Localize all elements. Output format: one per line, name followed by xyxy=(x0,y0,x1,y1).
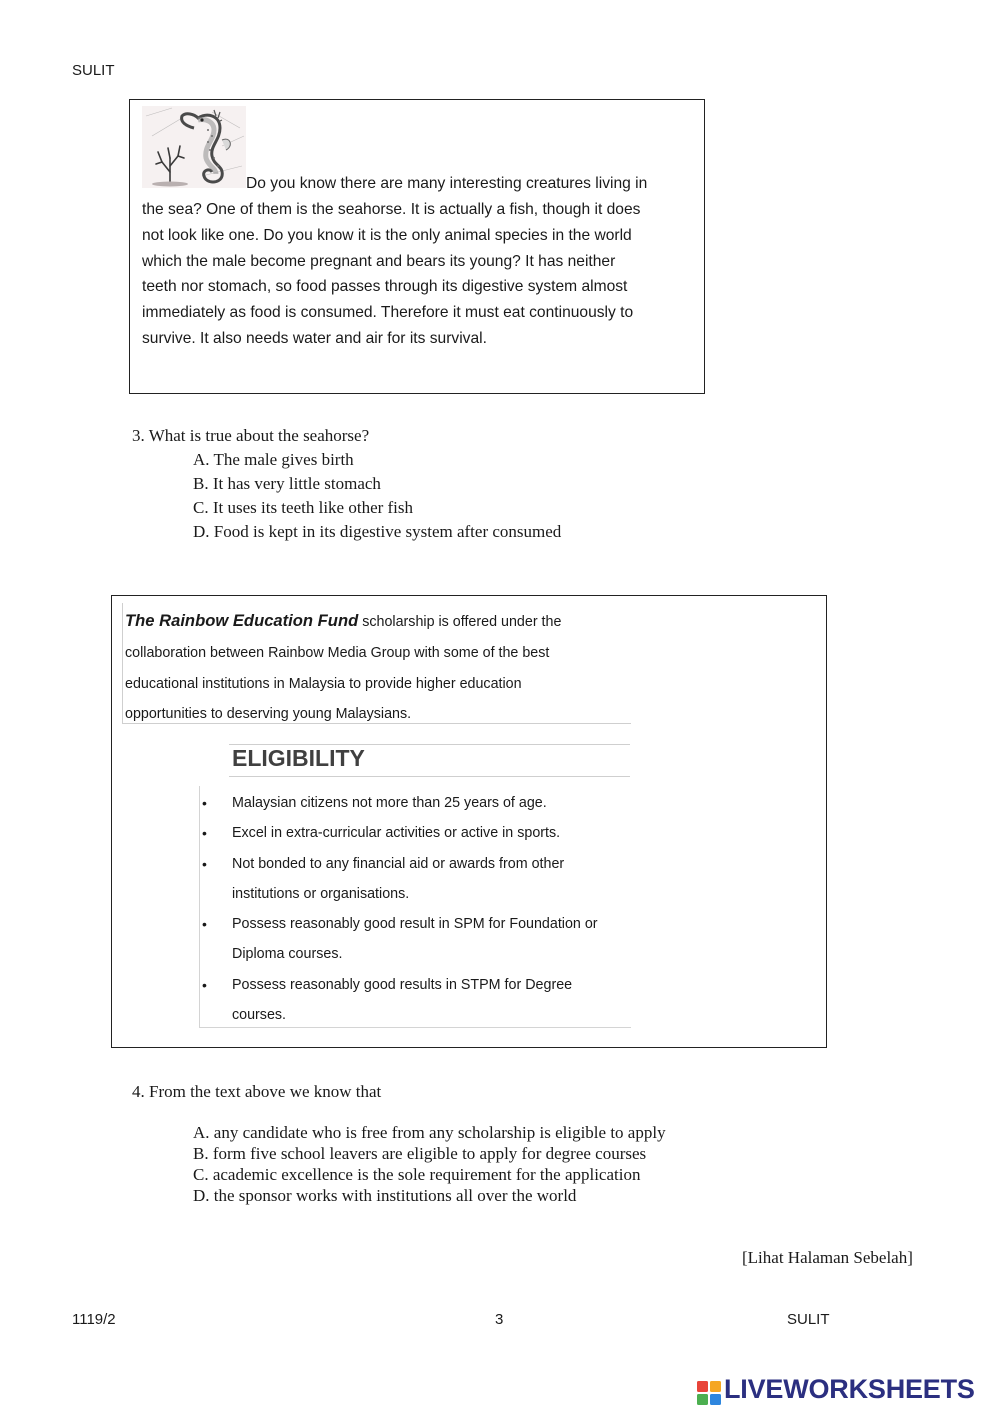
question-4-option-c[interactable]: C. academic excellence is the sole requirement for the application xyxy=(193,1165,641,1184)
question-4-option-b[interactable]: B. form five school leavers are eligible to apply for degree courses xyxy=(193,1144,647,1163)
criterion-4-cont: Diploma courses. xyxy=(232,946,343,962)
liveworksheets-brand[interactable]: LIVEWORKSHEETS xyxy=(724,1374,975,1404)
passage-line: the sea? One of them is the seahorse. It is actually a fish, though it does xyxy=(142,201,641,218)
liveworksheets-logo-icon xyxy=(697,1381,721,1405)
intro-line-rest: scholarship is offered under the xyxy=(358,614,562,630)
question-3-options xyxy=(193,448,561,544)
intro-line: collaboration between Rainbow Media Group with some of the best xyxy=(125,644,550,661)
bullet-icon: • xyxy=(202,795,207,811)
intro-line xyxy=(125,606,561,638)
fund-name: The Rainbow Education Fund xyxy=(125,611,359,630)
question-3-option-d[interactable]: D. Food is kept in its digestive system after consumed xyxy=(193,522,562,541)
bullet-icon: • xyxy=(202,856,207,872)
passage-text xyxy=(142,197,702,352)
passage-line: survive. It also needs water and air for its survival. xyxy=(142,329,487,347)
passage-line: immediately as food is consumed. Therefore it must eat continuously to xyxy=(142,304,634,322)
passage-line: which the male become pregnant and bears its young? It has neither xyxy=(142,252,616,270)
intro-line: educational institutions in Malaysia to provide higher education xyxy=(125,675,522,692)
criterion-3-cont: institutions or organisations. xyxy=(232,886,410,902)
question-3-option-b[interactable]: B. It has very little stomach xyxy=(193,474,381,493)
bullet-icon: • xyxy=(202,916,207,932)
scholarship-intro xyxy=(125,606,561,730)
passage-line: not look like one. Do you know it is the only animal species in the world xyxy=(142,226,632,244)
eligibility-heading: ELIGIBILITY xyxy=(232,745,365,771)
criterion-3: Not bonded to any financial aid or awards from other xyxy=(232,856,565,872)
question-4-options xyxy=(193,1122,666,1206)
question-3-option-a[interactable]: A. The male gives birth xyxy=(193,450,354,469)
seahorse-illustration xyxy=(142,106,246,188)
see-next-page-note: [Lihat Halaman Sebelah] xyxy=(742,1248,913,1267)
passage-line-1: Do you know there are many interesting creatures living in xyxy=(246,175,648,192)
bullet-icon: • xyxy=(202,977,207,993)
footer-paper-code: 1119/2 xyxy=(72,1311,116,1328)
question-4-option-d[interactable]: D. the sponsor works with institutions all over the world xyxy=(193,1186,577,1205)
criterion-2: Excel in extra-curricular activities or active in sports. xyxy=(232,825,561,841)
question-3-option-c[interactable]: C. It uses its teeth like other fish xyxy=(193,498,414,517)
criterion-5-cont: courses. xyxy=(232,1007,287,1023)
footer-classification: SULIT xyxy=(787,1311,830,1328)
criterion-4: Possess reasonably good result in SPM for Foundation or xyxy=(232,916,598,932)
criterion-5: Possess reasonably good results in STPM for Degree xyxy=(232,977,573,993)
criterion-1: Malaysian citizens not more than 25 years of age. xyxy=(232,795,547,811)
bullet-icon: • xyxy=(202,825,207,841)
passage-line: teeth nor stomach, so food passes through its digestive system almost xyxy=(142,278,628,296)
header-classification: SULIT xyxy=(72,62,115,79)
eligibility-divider-bottom xyxy=(229,776,630,777)
question-4-stem: 4. From the text above we know that xyxy=(132,1082,382,1101)
intro-line: opportunities to deserving young Malaysians. xyxy=(125,706,412,723)
question-4-option-a[interactable]: A. any candidate who is free from any scholarship is eligible to apply xyxy=(193,1123,666,1142)
footer-page-number: 3 xyxy=(495,1311,504,1328)
question-3-stem: 3. What is true about the seahorse? xyxy=(132,426,370,445)
